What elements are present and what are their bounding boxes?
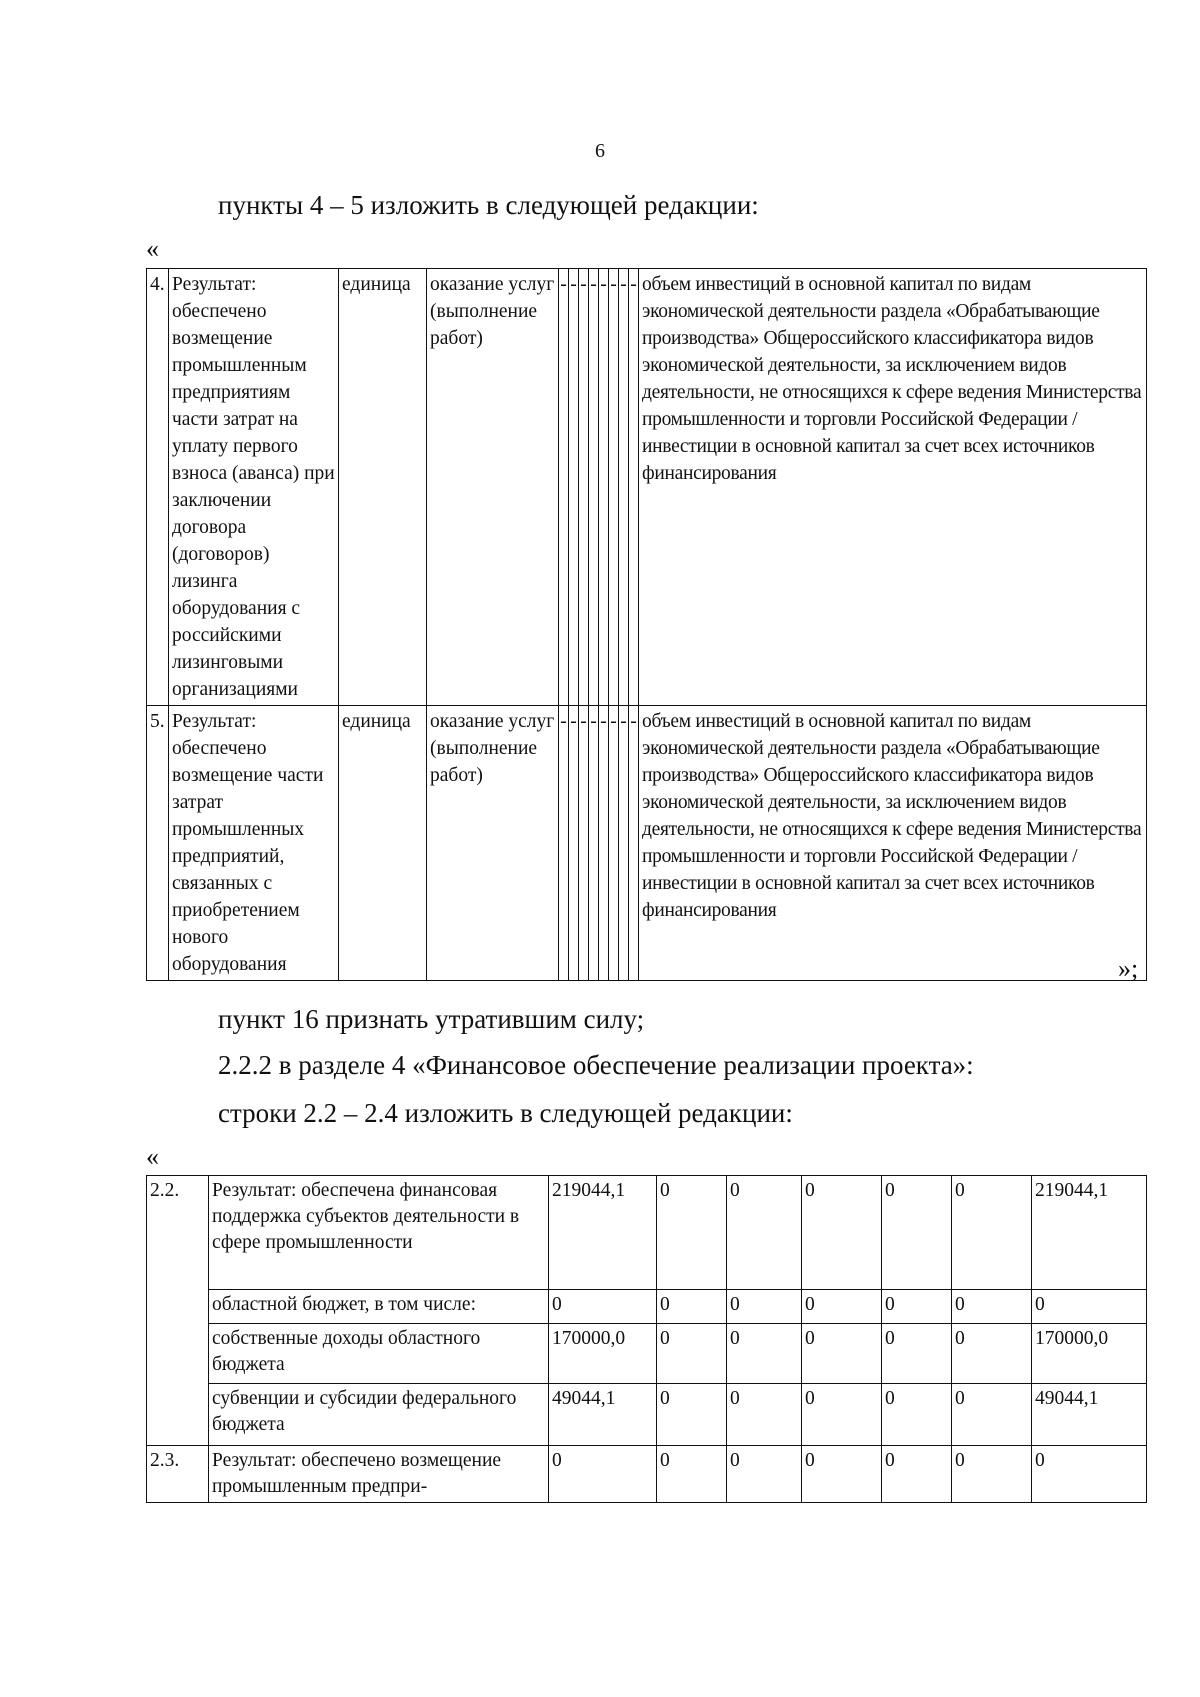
paragraph-rows: строки 2.2 – 2.4 изложить в следующей редакции: (218, 1098, 793, 1128)
paragraph-16: пункт 16 признать утратившим силу; (218, 1004, 645, 1034)
value-cell: 0 (802, 1324, 882, 1384)
value-cell: 0 (657, 1384, 727, 1446)
intro-paragraph: пункты 4 – 5 изложить в следующей редакции: (218, 190, 759, 220)
paragraph-section-4: 2.2.2 в разделе 4 «Финансовое обеспечение реализации проекта»: (218, 1050, 974, 1080)
row-number: 2.2. (147, 1176, 209, 1446)
unit: единица (339, 706, 427, 981)
result-name: Результат: обеспечено возмещение промышленным предприятиям части затрат на уплату первого взноса (аванса) при заключении договора (договоров) лизинга оборудования с российскими лизинговыми организациями (169, 269, 339, 706)
dash-cell: - (559, 706, 569, 981)
value-cell: 0 (727, 1324, 802, 1384)
dash-cell: - (629, 706, 639, 981)
dash-cell: - (619, 269, 629, 706)
value-cell: 0 (952, 1446, 1032, 1503)
value-cell: 0 (882, 1446, 952, 1503)
table-row (147, 1176, 1147, 1290)
value-cell: 0 (657, 1324, 727, 1384)
close-quote: »; (1118, 954, 1139, 983)
dash-cell: - (599, 269, 609, 706)
dash-cell: - (579, 269, 589, 706)
value-cell: 0 (727, 1290, 802, 1324)
value-cell: 0 (657, 1290, 727, 1324)
unit: единица (339, 269, 427, 706)
value-cell: 0 (882, 1324, 952, 1384)
value-cell: 0 (952, 1176, 1032, 1290)
value-cell: 0 (549, 1446, 657, 1503)
dash-cell: - (569, 706, 579, 981)
value-cell: 0 (657, 1446, 727, 1503)
value-cell: 0 (657, 1176, 727, 1290)
dash-cell: - (589, 706, 599, 981)
table-row (147, 1290, 1147, 1324)
value-cell: 49044,1 (1032, 1384, 1147, 1446)
value-cell: 0 (802, 1446, 882, 1503)
value-cell: 219044,1 (549, 1176, 657, 1290)
value-cell: 0 (802, 1384, 882, 1446)
dash-cell: - (569, 269, 579, 706)
dash-cell: - (559, 269, 569, 706)
dash-cell: - (609, 706, 619, 981)
value-cell: 0 (882, 1290, 952, 1324)
row-label: собственные доходы областного бюджета (209, 1324, 549, 1384)
table-row (147, 706, 1147, 981)
indicator: объем инвестиций в основной капитал по видам экономической деятельности раздела «Обрабатывающие производства» Общероссийского классификатора видов экономической деятельности, за исключением видов деятельности, не относящихся к сфере ведения Министерства промышленности и торговли Российской Федерации / инвестиции в основной капитал за счет всех источников финансирования (639, 269, 1147, 706)
open-quote-2: « (146, 1142, 159, 1171)
row-number: 5. (147, 706, 169, 981)
value-cell: 0 (1032, 1446, 1147, 1503)
value-cell: 0 (802, 1176, 882, 1290)
value-cell: 0 (802, 1290, 882, 1324)
value-cell: 0 (882, 1384, 952, 1446)
dash-cell: - (629, 269, 639, 706)
row-label: Результат: обеспечено возмещение промышленным предпри- (209, 1446, 549, 1503)
value-cell: 219044,1 (1032, 1176, 1147, 1290)
row-label: Результат: обеспечена финансовая поддержка субъектов деятельности в сфере промышленности (209, 1176, 549, 1290)
row-label: областной бюджет, в том числе: (209, 1290, 549, 1324)
value-cell: 170000,0 (549, 1324, 657, 1384)
value-cell: 0 (1032, 1290, 1147, 1324)
row-number: 2.3. (147, 1446, 209, 1503)
value-cell: 0 (952, 1384, 1032, 1446)
results-table (146, 268, 1147, 981)
dash-cell: - (599, 706, 609, 981)
table-row (147, 1324, 1147, 1384)
dash-cell: - (579, 706, 589, 981)
value-cell: 0 (549, 1290, 657, 1324)
value-cell: 0 (952, 1290, 1032, 1324)
table-row (147, 1446, 1147, 1503)
value-cell: 0 (952, 1324, 1032, 1384)
page-number: 6 (595, 140, 605, 162)
table-row (147, 269, 1147, 706)
value-cell: 170000,0 (1032, 1324, 1147, 1384)
value-cell: 0 (882, 1176, 952, 1290)
result-type: оказание услуг (выполнение работ) (427, 269, 559, 706)
row-number: 4. (147, 269, 169, 706)
dash-cell: - (619, 706, 629, 981)
result-name: Результат: обеспечено возмещение части затрат промышленных предприятий, связанных с приобретением нового оборудования (169, 706, 339, 981)
value-cell: 0 (727, 1446, 802, 1503)
dash-cell: - (589, 269, 599, 706)
result-type: оказание услуг (выполнение работ) (427, 706, 559, 981)
table-row (147, 1384, 1147, 1446)
value-cell: 49044,1 (549, 1384, 657, 1446)
dash-cell: - (609, 269, 619, 706)
open-quote: « (146, 234, 159, 263)
row-label: субвенции и субсидии федерального бюджета (209, 1384, 549, 1446)
finance-table (146, 1175, 1147, 1503)
value-cell: 0 (727, 1176, 802, 1290)
indicator: объем инвестиций в основной капитал по видам экономической деятельности раздела «Обрабатывающие производства» Общероссийского классификатора видов экономической деятельности, за исключением видов деятельности, не относящихся к сфере ведения Министерства промышленности и торговли Российской Федерации / инвестиции в основной капитал за счет всех источников финансирования (639, 706, 1147, 981)
value-cell: 0 (727, 1384, 802, 1446)
